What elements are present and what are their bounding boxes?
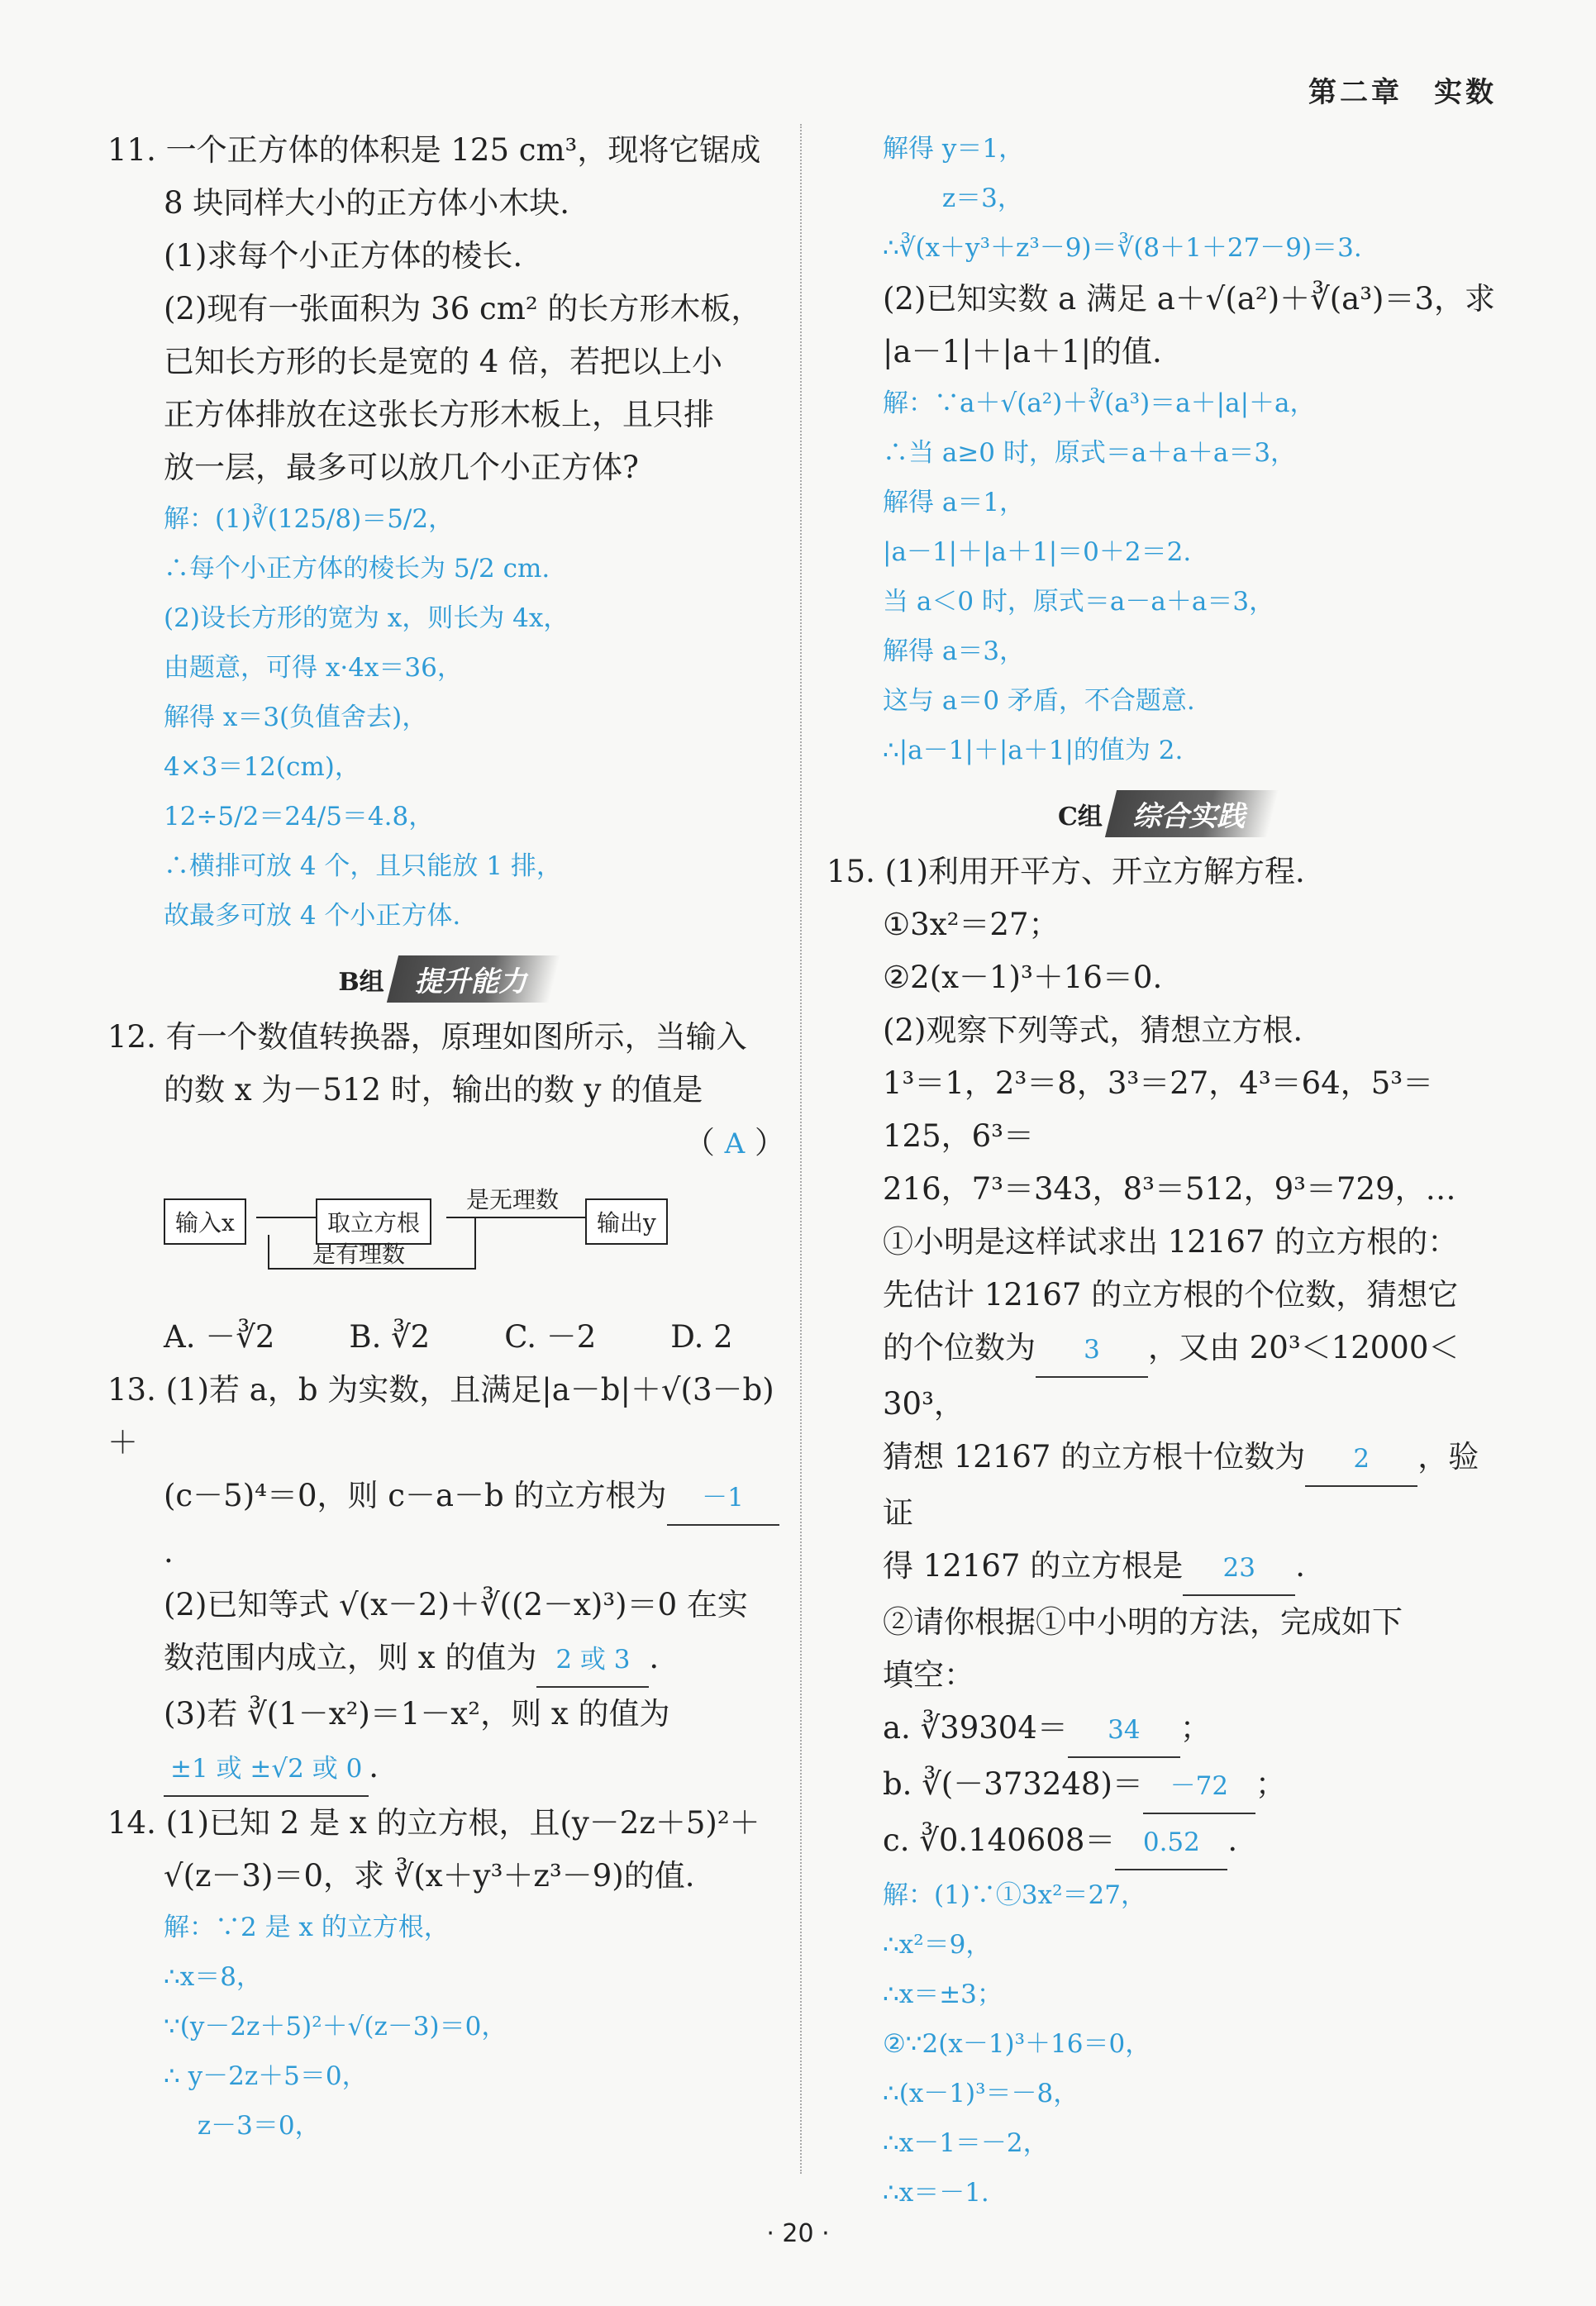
q15-line: 15. (1)利用开平方、开立方解方程. bbox=[827, 854, 1305, 889]
a15-line: ②∵2(x－1)³＋16＝0， bbox=[883, 2029, 1151, 2059]
q13-line: (3)若 ∛(1－x²)＝1－x²，则 x 的值为 bbox=[164, 1696, 670, 1732]
a14-2-line: 解得 a＝3， bbox=[883, 636, 1026, 666]
a15-line: ∴x＝±3； bbox=[883, 1980, 1003, 2009]
flow-rational-label: 是有理数 bbox=[312, 1241, 406, 1268]
q11-line: 8 块同样大小的正方体小木块. bbox=[164, 185, 570, 221]
q13-line: 数范围内成立，则 x 的值为 2 或 3 . bbox=[107, 1632, 785, 1688]
q15-line: ①小明是这样试求出 12167 的立方根的： bbox=[883, 1224, 1459, 1260]
q11-line: 11. 一个正方体的体积是 125 cm³，现将它锯成 bbox=[107, 132, 761, 168]
a15-line: 解：(1)∵①3x²＝27， bbox=[883, 1880, 1146, 1910]
choice-d: D. 2 bbox=[670, 1319, 733, 1355]
q11-line: 已知长方形的长是宽的 4 倍，若把以上小 bbox=[164, 344, 723, 379]
converter-diagram bbox=[164, 1182, 785, 1298]
a14-2-line: |a－1|＋|a＋1|＝0＋2＝2. bbox=[883, 537, 1192, 567]
a14b-line: ∴∛(x＋y³＋z³－9)＝∛(8＋1＋27－9)＝3. bbox=[883, 233, 1362, 263]
a14-2-line: 当 a＜0 时，原式＝a－a＋a＝3， bbox=[883, 587, 1275, 617]
q12-answer-bracket: （ A ） bbox=[684, 1125, 785, 1160]
a14-2-line: ∴当 a≥0 时，原式＝a＋a＋a＝3， bbox=[883, 438, 1297, 468]
q12-line: 的数 x 为－512 时，输出的数 y 的值是 bbox=[164, 1072, 703, 1108]
q15-line: 猜想 12167 的立方根十位数为 2 ，验证 bbox=[827, 1431, 1504, 1540]
q14-line: 14. (1)已知 2 是 x 的立方根，且(y－2z＋5)²＋ bbox=[107, 1805, 760, 1841]
a14-line: ∵(y－2z＋5)²＋√(z－3)＝0， bbox=[164, 2012, 507, 2042]
flow-input-box: 输入x bbox=[164, 1198, 246, 1245]
q12-answer: A bbox=[724, 1127, 746, 1160]
q13-1-answer: －1 bbox=[667, 1471, 779, 1526]
q14-2-line: (2)已知实数 a 满足 a＋√(a²)＋∛(a³)＝3，求 bbox=[883, 281, 1496, 317]
section-c-title: 综合实践 bbox=[1105, 790, 1279, 837]
q15-line: 1³＝1，2³＝8，3³＝27，4³＝64，5³＝125，6³＝ bbox=[883, 1065, 1434, 1154]
a15-line: ∴(x－1)³＝－8， bbox=[883, 2079, 1079, 2108]
chapter-header: 第二章 实数 bbox=[1308, 76, 1497, 109]
q15-cube-root: 23 bbox=[1183, 1541, 1295, 1596]
a14-2-line: 解：∵a＋√(a²)＋∛(a³)＝a＋|a|＋a， bbox=[883, 388, 1316, 418]
q13-line: 13. (1)若 a，b 为实数，且满足|a－b|＋√(3－b)＋ bbox=[107, 1372, 774, 1460]
a14-2-line: ∴|a－1|＋|a＋1|的值为 2. bbox=[883, 736, 1184, 765]
a11-line: 12÷5/2＝24/5＝4.8， bbox=[164, 802, 435, 831]
q13-line: ±1 或 ±√2 或 0 . bbox=[107, 1741, 785, 1797]
left-column bbox=[107, 124, 785, 2151]
q14-2-line: |a－1|＋|a＋1|的值. bbox=[883, 334, 1162, 369]
a15-line: ∴x－1＝－2， bbox=[883, 2128, 1049, 2158]
flow-output-box: 输出y bbox=[585, 1198, 668, 1245]
a14b-line: z＝3， bbox=[883, 183, 1023, 213]
a11-line: 故最多可放 4 个小正方体. bbox=[164, 901, 461, 931]
a14-line: z－3＝0， bbox=[164, 2111, 321, 2141]
q15-line: ②2(x－1)³＋16＝0. bbox=[883, 960, 1163, 995]
a14-2-line: 这与 a＝0 矛盾，不合题意. bbox=[883, 686, 1195, 716]
q11-line: (1)求每个小正方体的棱长. bbox=[164, 238, 523, 274]
q11-line: 放一层，最多可以放几个小正方体? bbox=[164, 450, 639, 485]
section-b-title: 提升能力 bbox=[387, 955, 560, 1003]
q12-choices bbox=[107, 1311, 785, 1364]
a15-line: ∴x＝－1. bbox=[883, 2178, 989, 2208]
q13-line: (c－5)⁴＝0，则 c－a－b 的立方根为 －1. bbox=[107, 1470, 785, 1579]
q15-line: ①3x²＝27； bbox=[883, 907, 1060, 942]
section-c-banner bbox=[827, 790, 1504, 837]
flow-arrow bbox=[256, 1217, 316, 1218]
q15-tens-digit: 2 bbox=[1305, 1432, 1417, 1487]
a14b-line: 解得 y＝1， bbox=[883, 134, 1025, 164]
flow-irrational-label: 是无理数 bbox=[466, 1186, 560, 1213]
q13-line: (2)已知等式 √(x－2)＋∛((2－x)³)＝0 在实 bbox=[164, 1587, 748, 1622]
flow-loop-line bbox=[474, 1217, 476, 1268]
q15-line: 的个位数为 3 ，又由 20³＜12000＜30³， bbox=[827, 1322, 1504, 1431]
q15-b-answer: －72 bbox=[1143, 1760, 1255, 1814]
q15-fill-c: c. ∛0.140608＝ 0.52 . bbox=[827, 1814, 1504, 1870]
q15-line: ②请你根据①中小明的方法，完成如下 bbox=[883, 1604, 1403, 1640]
flow-arrow bbox=[446, 1217, 585, 1218]
a14-line: 解：∵2 是 x 的立方根， bbox=[164, 1913, 450, 1942]
q15-fill-a: a. ∛39304＝ 34 ； bbox=[827, 1702, 1504, 1758]
q13-2-answer: 2 或 3 bbox=[536, 1633, 649, 1688]
a15-line: ∴x²＝9， bbox=[883, 1930, 992, 1960]
column-divider bbox=[800, 124, 802, 2174]
page-number: · 20 · bbox=[766, 2219, 830, 2248]
choice-c: C. －2 bbox=[504, 1319, 597, 1355]
q12-line: 12. 有一个数值转换器，原理如图所示，当输入 bbox=[107, 1019, 747, 1055]
a11-line: 解：(1)∛(125/8)＝5/2， bbox=[164, 504, 455, 534]
q15-line: 216，7³＝343，8³＝512，9³＝729，… bbox=[883, 1171, 1456, 1207]
flow-loop-line bbox=[268, 1235, 269, 1270]
a14-2-line: 解得 a＝1， bbox=[883, 488, 1026, 517]
choice-a: A. －∛2 bbox=[164, 1319, 275, 1355]
q15-a-answer: 34 bbox=[1068, 1703, 1180, 1758]
a11-line: ∴横排可放 4 个，且只能放 1 排， bbox=[164, 851, 562, 881]
a11-line: ∴每个小正方体的棱长为 5/2 cm. bbox=[164, 554, 550, 584]
q14-line: √(z－3)＝0，求 ∛(x＋y³＋z³－9)的值. bbox=[164, 1858, 695, 1894]
q15-line: 得 12167 的立方根是 23 . bbox=[827, 1540, 1504, 1596]
q15-line: 先估计 12167 的立方根的个位数，猜想它 bbox=[883, 1277, 1459, 1313]
a11-line: (2)设长方形的宽为 x，则长为 4x， bbox=[164, 603, 569, 633]
q15-c-answer: 0.52 bbox=[1115, 1816, 1227, 1870]
flow-cube-root-box: 取立方根 bbox=[316, 1198, 431, 1245]
q13-3-answer: ±1 或 ±√2 或 0 bbox=[164, 1742, 369, 1797]
q15-fill-b: b. ∛(－373248)＝ －72 ； bbox=[827, 1758, 1504, 1814]
right-column bbox=[827, 124, 1504, 2218]
section-c-group: C组 bbox=[1058, 802, 1103, 831]
a11-line: 由题意，可得 x·4x＝36， bbox=[164, 653, 463, 683]
section-b-group: B组 bbox=[338, 967, 384, 997]
a11-line: 解得 x＝3(负值舍去)， bbox=[164, 703, 428, 732]
choice-b: B. ∛2 bbox=[349, 1319, 431, 1355]
a11-line: 4×3＝12(cm)， bbox=[164, 752, 360, 782]
q11-line: (2)现有一张面积为 36 cm² 的长方形木板， bbox=[164, 291, 762, 326]
q15-units-digit: 3 bbox=[1036, 1323, 1148, 1378]
q15-line: 填空： bbox=[883, 1657, 974, 1693]
q15-line: (2)观察下列等式，猜想立方根. bbox=[883, 1012, 1303, 1048]
a14-line: ∴x＝8， bbox=[164, 1962, 262, 1992]
q11-line: 正方体排放在这张长方形木板上，且只排 bbox=[164, 397, 714, 432]
section-b-banner bbox=[107, 955, 785, 1003]
a14-line: ∴ y－2z＋5＝0， bbox=[164, 2061, 368, 2091]
